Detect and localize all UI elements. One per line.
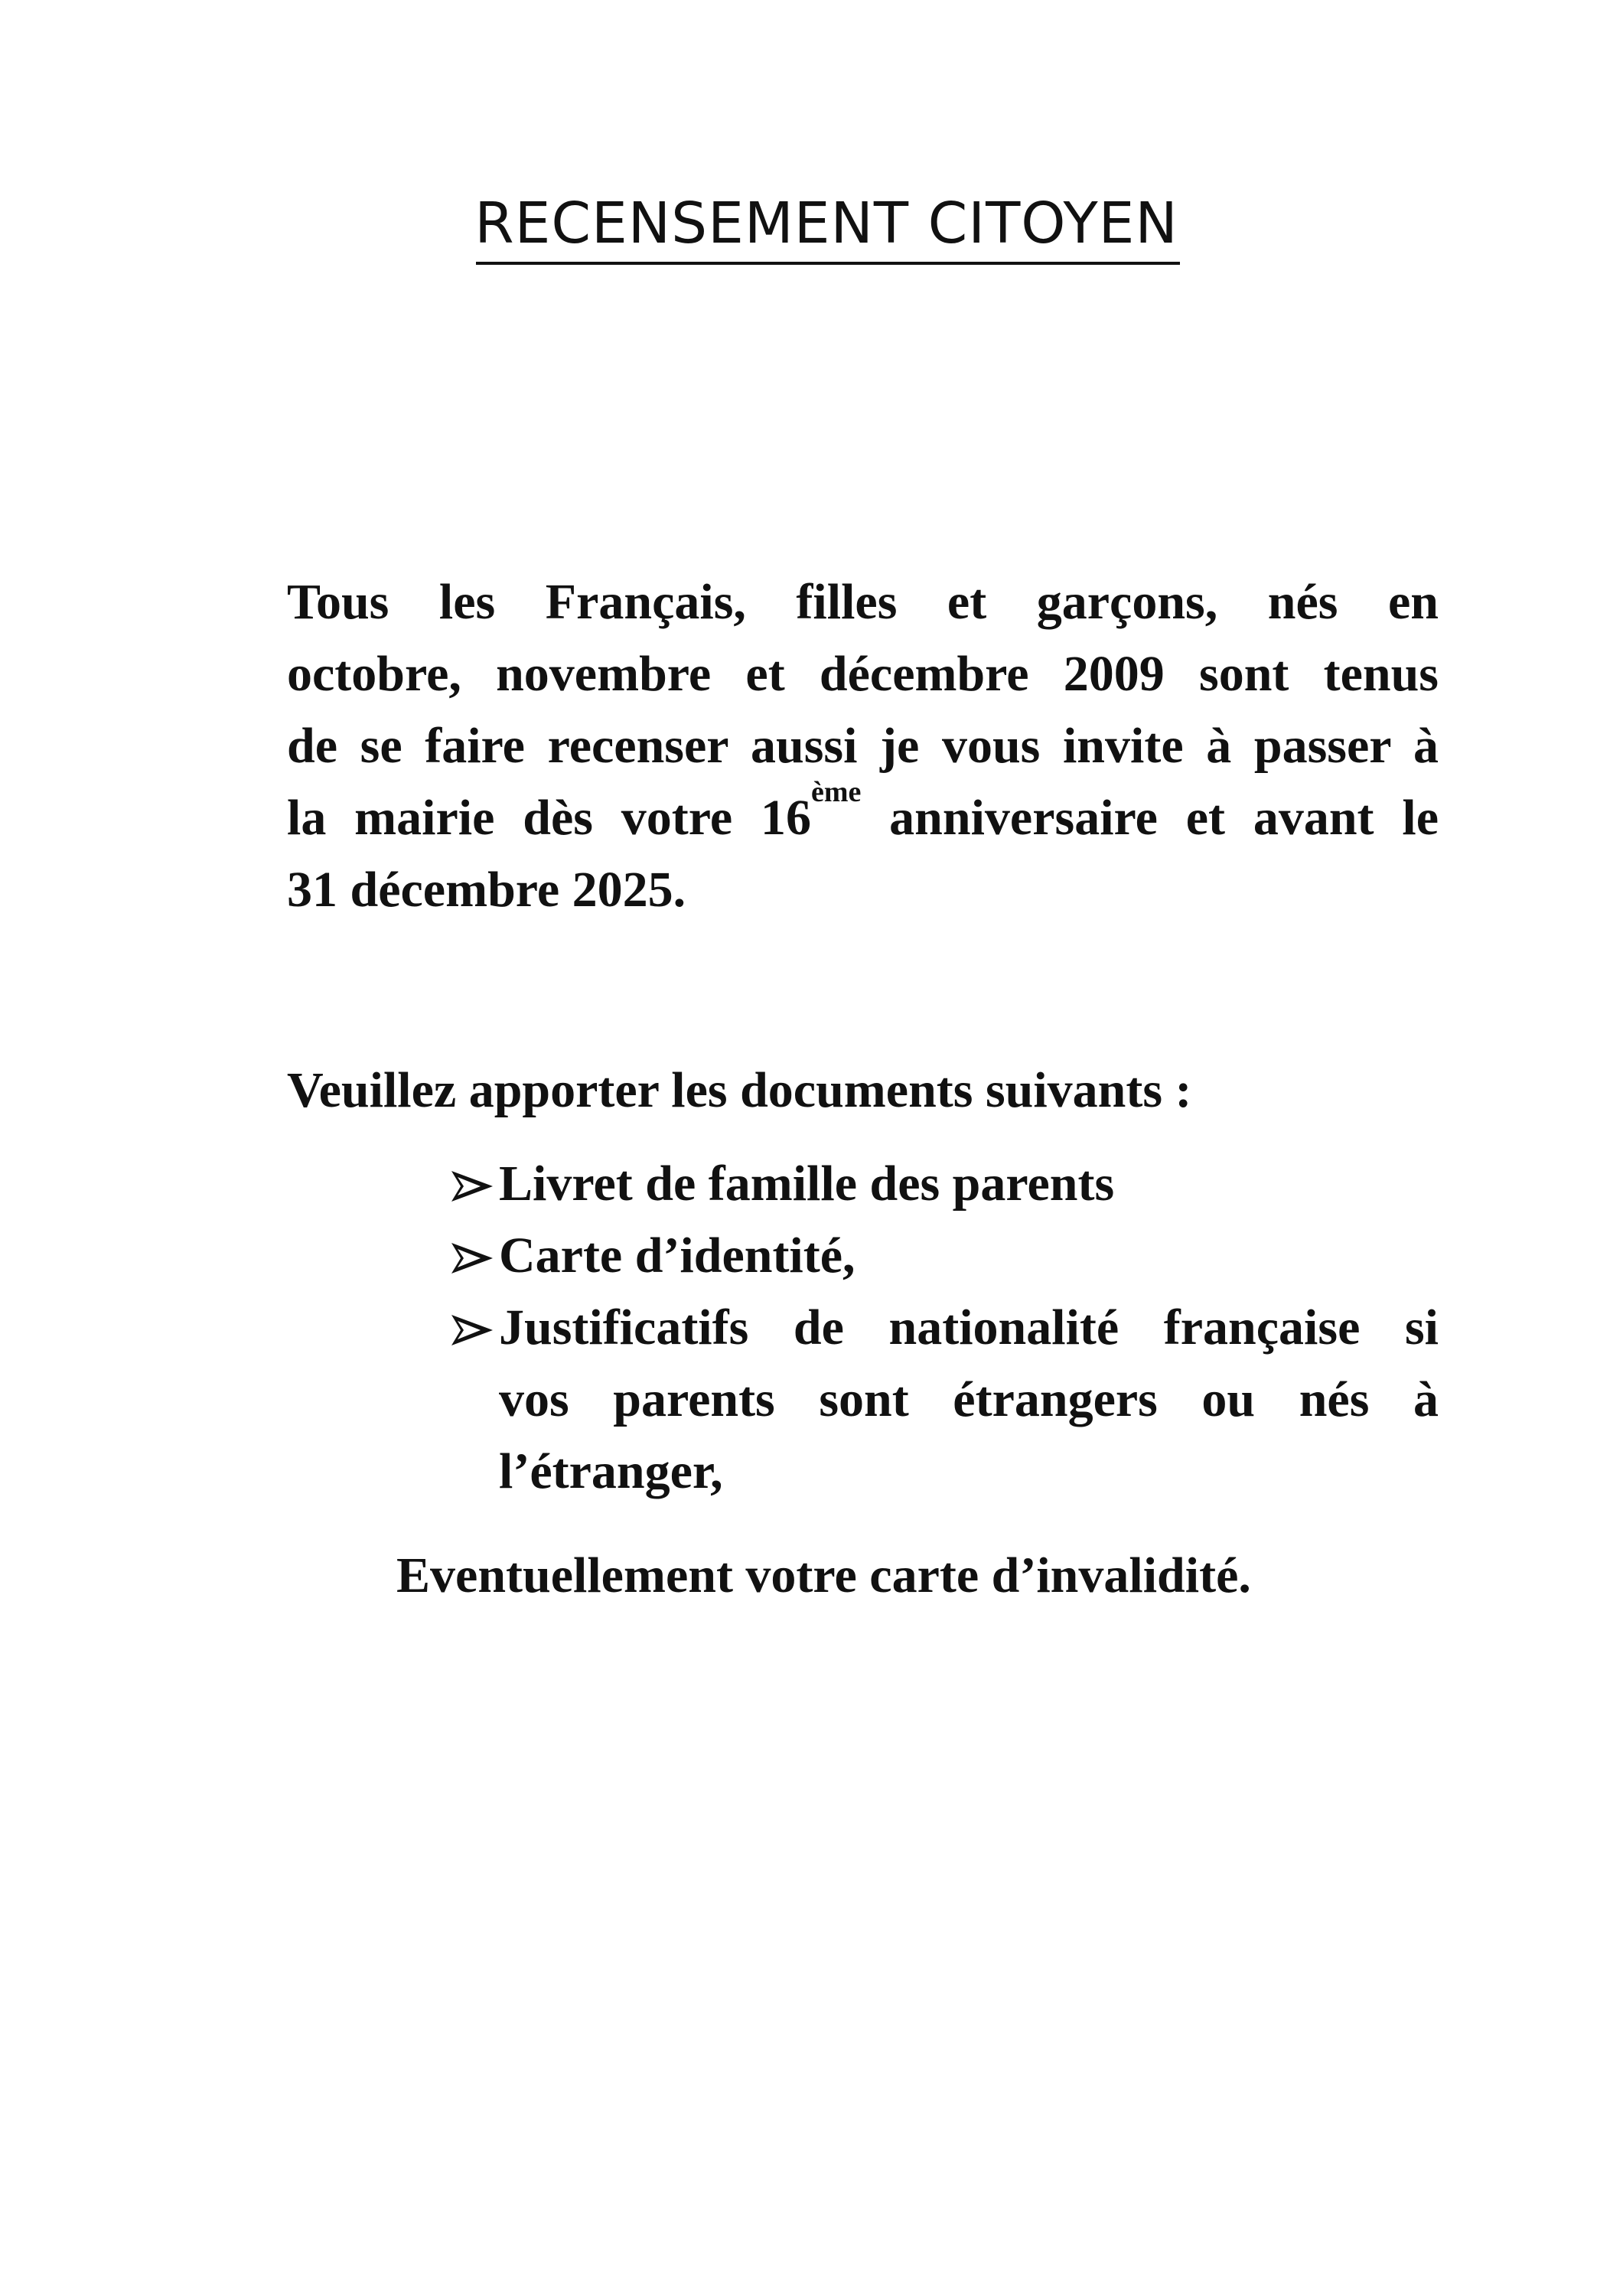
list-item-text: vos parents sont étrangers ou nés à bbox=[499, 1371, 1439, 1427]
arrow-bullet-icon bbox=[450, 1313, 494, 1347]
arrow-bullet-icon bbox=[450, 1241, 494, 1275]
intro-text: anniversaire et avant le bbox=[861, 790, 1439, 846]
closing-note: Eventuellement votre carte d’invalidité. bbox=[396, 1548, 1251, 1603]
documents-list bbox=[450, 1148, 1439, 1508]
intro-line: octobre, novembre et décembre 2009 sont tenus bbox=[287, 646, 1439, 702]
intro-line: de se faire recenser aussi je vous invite à passer à bbox=[287, 718, 1439, 774]
list-item bbox=[450, 1292, 1439, 1508]
intro-line: 31 décembre 2025. bbox=[287, 862, 686, 918]
list-item-text: l’étranger, bbox=[499, 1443, 723, 1499]
list-item-text: Carte d’identité, bbox=[499, 1228, 855, 1283]
list-item-text: Justificatifs de nationalité française si bbox=[499, 1300, 1439, 1355]
page-title: RECENSEMENT CITOYEN bbox=[474, 191, 1178, 256]
list-item-text: Livret de famille des parents bbox=[499, 1156, 1115, 1212]
documents-heading: Veuillez apporter les documents suivants : bbox=[287, 1062, 1192, 1118]
title-underline bbox=[476, 262, 1180, 265]
ordinal-superscript: ème bbox=[810, 776, 862, 808]
list-item bbox=[450, 1148, 1439, 1220]
intro-text: la mairie dès votre 16 bbox=[287, 790, 811, 846]
intro-paragraph bbox=[287, 566, 1439, 926]
arrow-bullet-icon bbox=[450, 1169, 494, 1203]
intro-line bbox=[287, 776, 1439, 854]
intro-line: Tous les Français, filles et garçons, nés en bbox=[287, 574, 1439, 630]
list-item bbox=[450, 1220, 1439, 1292]
